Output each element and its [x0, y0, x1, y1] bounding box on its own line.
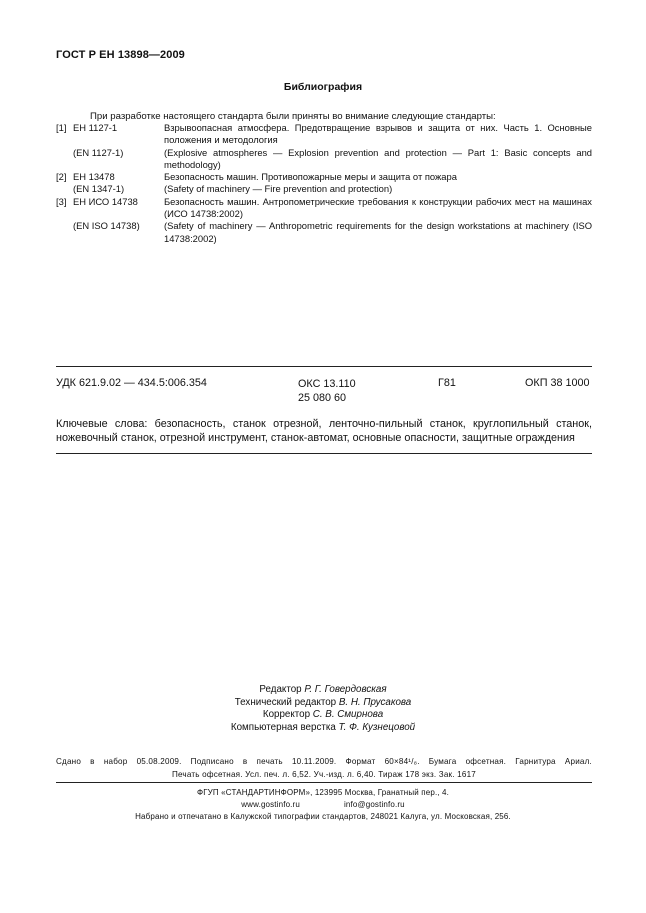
publisher-website[interactable]: www.gostinfo.ru — [241, 800, 300, 810]
credit-proofreader — [0, 709, 646, 722]
bibliography-entry — [56, 147, 592, 172]
bibliography-entry — [56, 171, 592, 183]
credit-layout — [0, 722, 646, 735]
entry-code: ЕН 1127-1 — [73, 122, 118, 133]
entry-code: ЕН ИСО 14738 — [73, 195, 138, 207]
oks-code-secondary: 25 080 60 — [298, 392, 347, 404]
credit-role: Корректор — [262, 709, 311, 721]
bibliography-entry — [56, 122, 592, 147]
credit-technical-editor — [0, 697, 646, 710]
entry-text: (Safety of machinery — Fire prevention and protection) — [164, 183, 393, 195]
entry-number — [56, 220, 73, 245]
publication-line-1: Сдано в набор 05.08.2009. Подписано в печать 10.11.2009. Формат 60×84¹/₈. Бумага офсетная. Гарнитура Ариал. — [56, 757, 592, 766]
divider-top — [56, 366, 592, 367]
entry-number — [56, 147, 73, 172]
entry-code: (EN 1347-1) — [73, 183, 125, 195]
udk-code: УДК 621.9.02 — 434.5:006.354 — [56, 377, 207, 389]
standard-designation: ГОСТ Р ЕН 13898—2009 — [56, 49, 185, 61]
entry-code: (EN 1127-1) — [73, 146, 124, 158]
publisher-email[interactable]: info@gostinfo.ru — [343, 800, 405, 810]
entry-text: (Safety of machinery — Anthropometric requirements for the design workstations at machinery (ISO 14738:2002) — [164, 220, 592, 244]
credit-name: Т. Ф. Кузнецовой — [338, 721, 416, 733]
credit-editor — [0, 684, 646, 697]
printer-info: Набрано и отпечатано в Калужской типографии стандартов, 248021 Калуга, ул. Московская, 256. — [135, 812, 511, 822]
bibliography-entry — [56, 220, 592, 245]
bibliography-intro: При разработке настоящего стандарта были приняты во внимание следующие стандарты: — [90, 111, 496, 122]
keywords: Ключевые слова: безопасность, станок отрезной, ленточно-пильный станок, круглопильный станок, ножевочный станок, отрезной инструмент, станок-автомат, основные опасности, защитные ограждения — [56, 418, 592, 444]
entry-text: Безопасность машин. Антропометрические требования к конструкции рабочих мест на машинах (ИСО 14738:2002) — [164, 195, 592, 220]
entry-text: Безопасность машин. Противопожарные меры и защита от пожара — [164, 171, 457, 183]
publication-line-2: Печать офсетная. Усл. печ. л. 6,52. Уч.-изд. л. 6,40. Тираж 178 экз. Зак. 1617 — [171, 770, 476, 779]
entry-text: (Explosive atmospheres — Explosion prevention and protection — Part 1: Basic concepts and methodology) — [164, 146, 592, 170]
group-code: Г81 — [438, 377, 456, 389]
publisher-address: ФГУП «СТАНДАРТИНФОРМ», 123995 Москва, Гранатный пер., 4. — [196, 788, 450, 797]
entry-number: [1] — [56, 122, 67, 133]
okp-code: ОКП 38 1000 — [525, 377, 590, 389]
credits-block — [0, 684, 646, 734]
oks-code — [298, 377, 356, 405]
oks-code-primary: ОКС 13.110 — [298, 378, 356, 390]
divider-bottom — [56, 453, 592, 454]
divider-publisher — [56, 782, 592, 783]
bibliography-list — [56, 122, 592, 245]
bibliography-entry — [56, 183, 592, 195]
bibliography-entry — [56, 196, 592, 221]
credit-role: Редактор — [259, 684, 302, 695]
publisher-contacts — [0, 799, 646, 811]
publication-info — [56, 755, 592, 781]
credit-name: С. В. Смирнова — [312, 709, 384, 721]
credit-role: Компьютерная верстка — [230, 721, 336, 733]
bibliography-title: Библиография — [283, 81, 363, 93]
entry-number: [2] — [56, 171, 67, 183]
entry-number — [56, 183, 73, 195]
entry-code: ЕН 13478 — [73, 171, 115, 183]
entry-number: [3] — [56, 195, 67, 207]
entry-code: (EN ISO 14738) — [73, 220, 140, 232]
entry-text: Взрывоопасная атмосфера. Предотвращение взрывов и защита от них. Часть 1. Основные положения и методология — [164, 122, 592, 146]
credit-role: Технический редактор — [234, 696, 337, 708]
publisher-info — [0, 787, 646, 824]
credit-name: В. Н. Прусакова — [338, 696, 412, 708]
credit-name: Р. Г. Говердовская — [304, 684, 387, 695]
